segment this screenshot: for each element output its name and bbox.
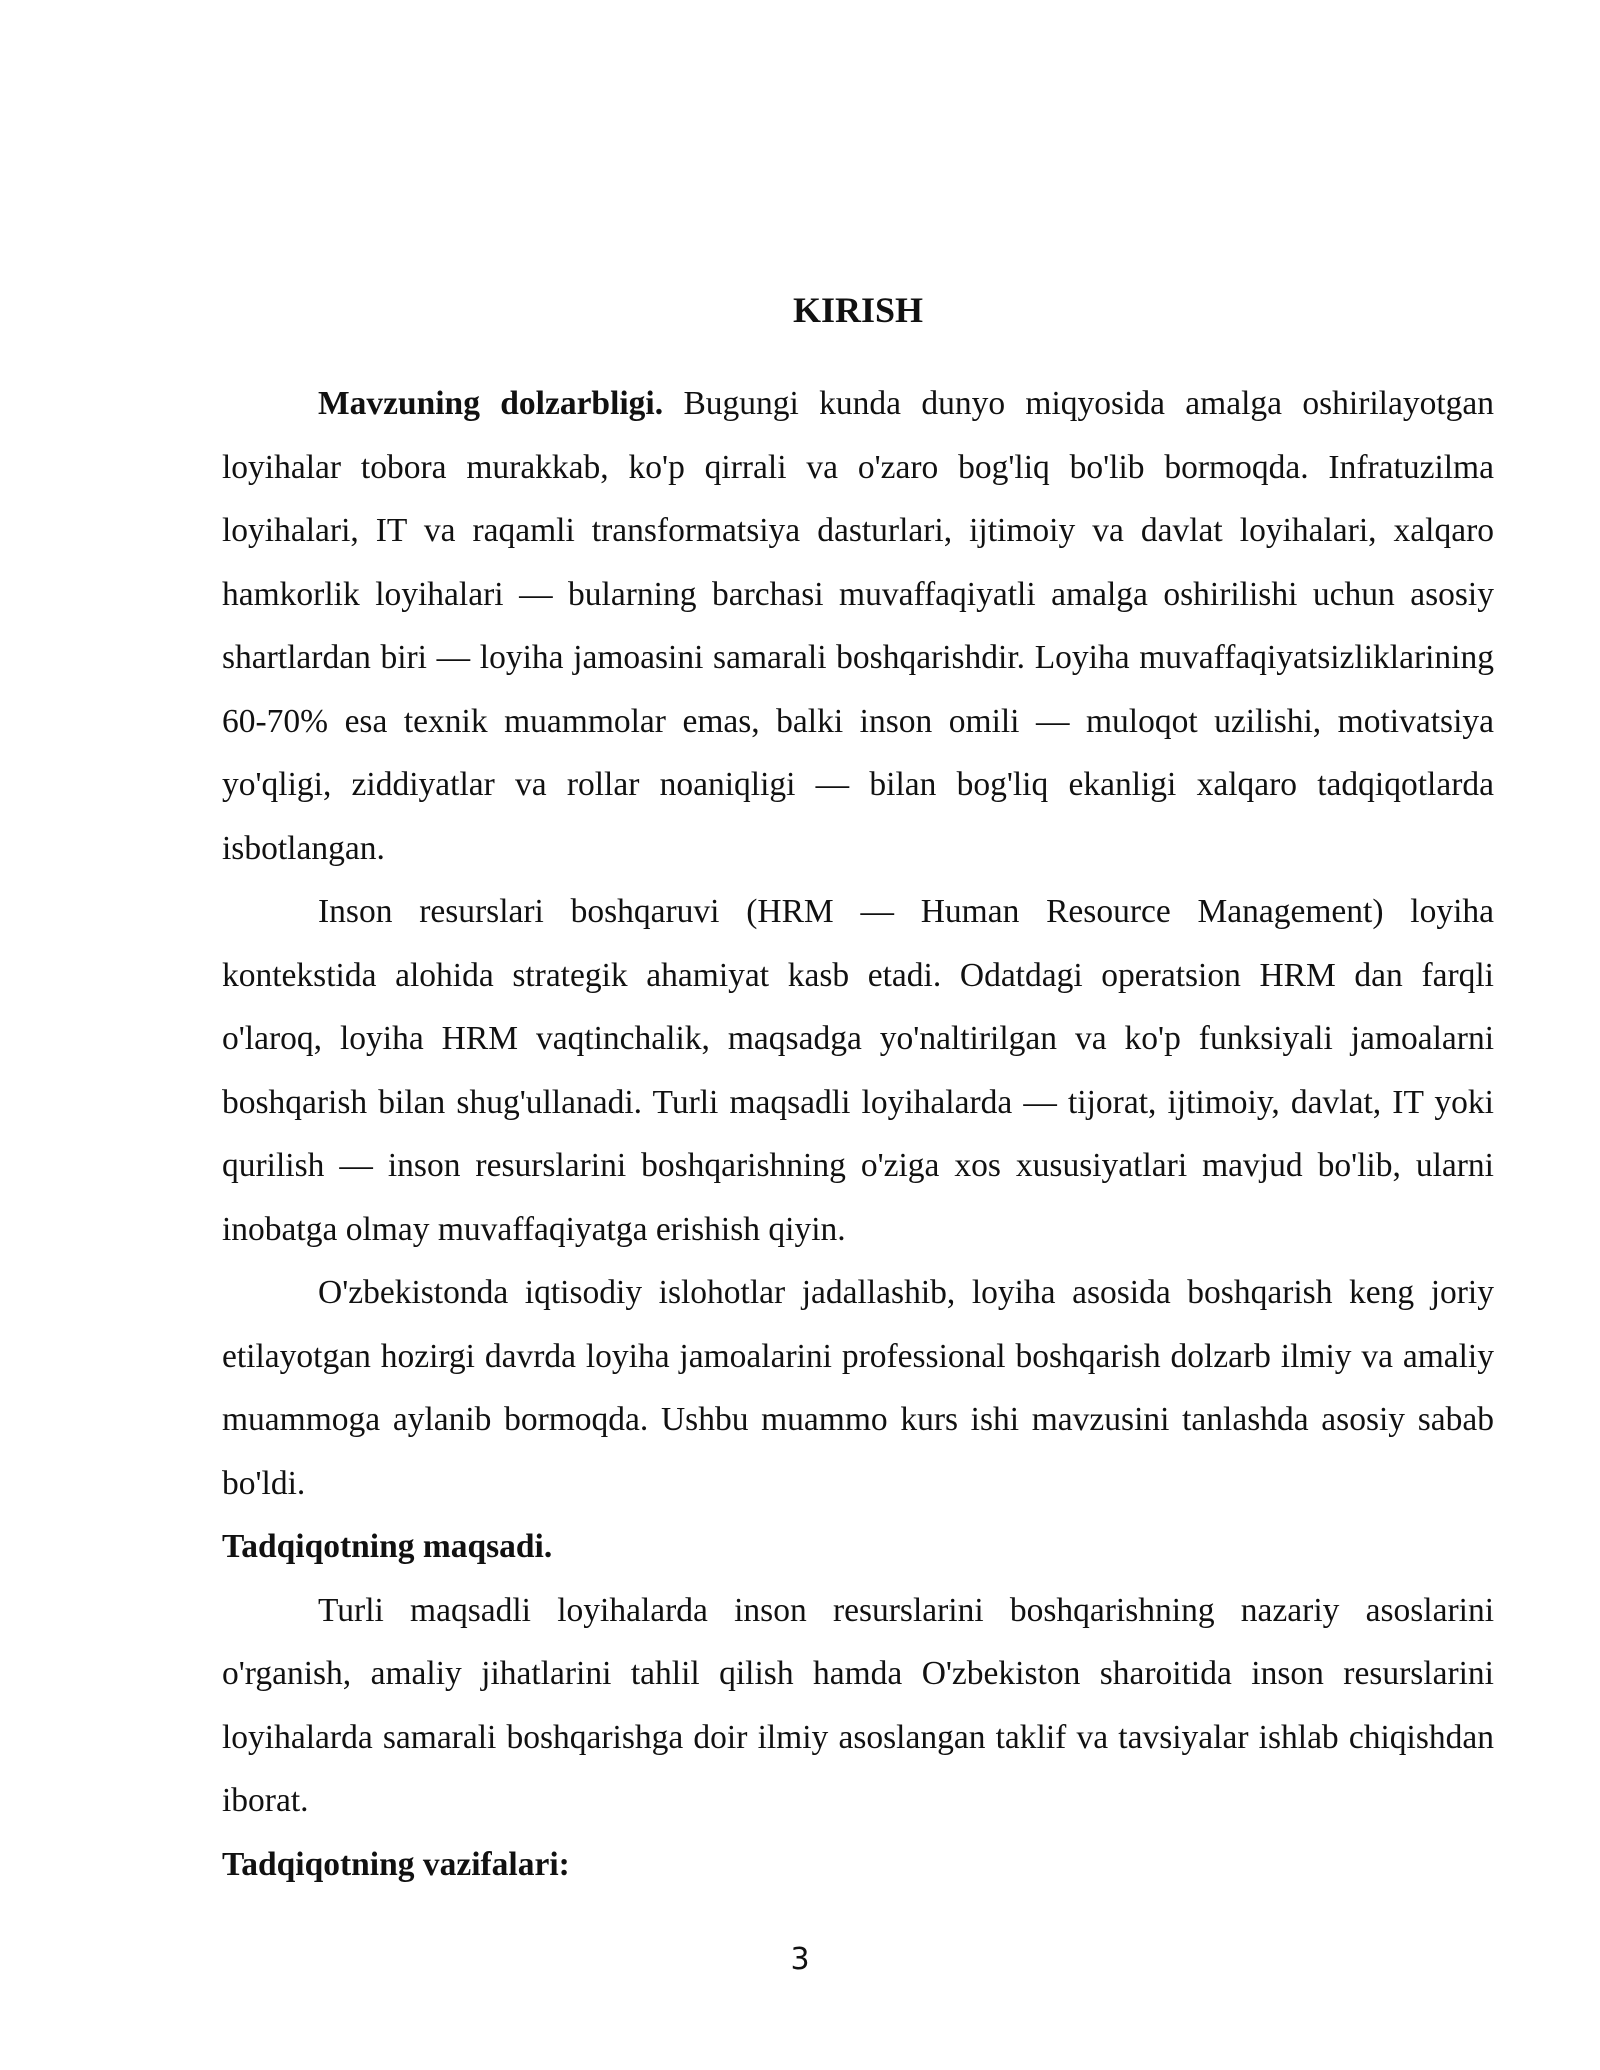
document-page <box>222 282 1494 1896</box>
document-title: KIRISH <box>792 290 924 330</box>
page-number: 3 <box>790 1942 810 1977</box>
relevance-lead: Mavzuning dolzarbligi. <box>318 385 664 422</box>
tasks-heading: Tadqiqotning vazifalari: <box>222 1845 570 1883</box>
uzbekistan-paragraph: O'zbekistonda iqtisodiy islohotlar jadallashib, loyiha asosida boshqarish keng joriy etilayotgan hozirgi davrda loyiha jamoalarini professional boshqarish dolzarb ilmiy va amaliy muammoga aylanib bormoqda. Ushbu muammo kurs ishi mavzusini tanlashda asosiy sabab bo'ldi. <box>222 1274 1494 1502</box>
relevance-text: Bugungi kunda dunyo miqyosida amalga oshirilayotgan loyihalar tobora murakkab, ko'p qirrali va o'zaro bog'liq bo'lib bormoqda. Infratuzilma loyihalari, IT va raqamli transformatsiya dasturlari, ijtimoiy va davlat loyihalari, xalqaro hamkorlik loyihalari — bularning barchasi muvaffaqiyatli amalga oshirilishi uchun asosiy shartlardan biri — loyiha jamoasini samarali boshqarishdir. Loyiha muvaffaqiyatsizliklarining 60-70% esa texnik muammolar emas, balki inson omili — muloqot uzilishi, motivatsiya yo'qligi, ziddiyatlar va rollar noaniqligi — bilan bog'liq ekanligi xalqaro tadqiqotlarda isbotlangan. <box>222 385 1495 867</box>
goal-heading: Tadqiqotning maqsadi. <box>222 1528 553 1565</box>
relevance-paragraph <box>222 372 1494 880</box>
goal-paragraph: Turli maqsadli loyihalarda inson resurslarini boshqarishning nazariy asoslarini o'rganish, amaliy jihatlarini tahlil qilish hamda O'zbekiston sharoitida inson resurslarini loyihalarda samarali boshqarishga doir ilmiy asoslangan taklif va tavsiyalar ishlab chiqishdan iborat. <box>222 1591 1494 1819</box>
hrm-paragraph: Inson resurslari boshqaruvi (HRM — Human Resource Management) loyiha kontekstida alohida strategik ahamiyat kasb etadi. Odatdagi operatsion HRM dan farqli o'laroq, loyiha HRM vaqtinchalik, maqsadga yo'naltirilgan va ko'p funksiyali jamoalarni boshqarish bilan shug'ullanadi. Turli maqsadli loyihalarda — tijorat, ijtimoiy, davlat, IT yoki qurilish — inson resurslarini boshqarishning o'ziga xos xususiyatlari mavjud bo'lib, ularni inobatga olmay muvaffaqiyatga erishish qiyin. <box>222 893 1494 1248</box>
